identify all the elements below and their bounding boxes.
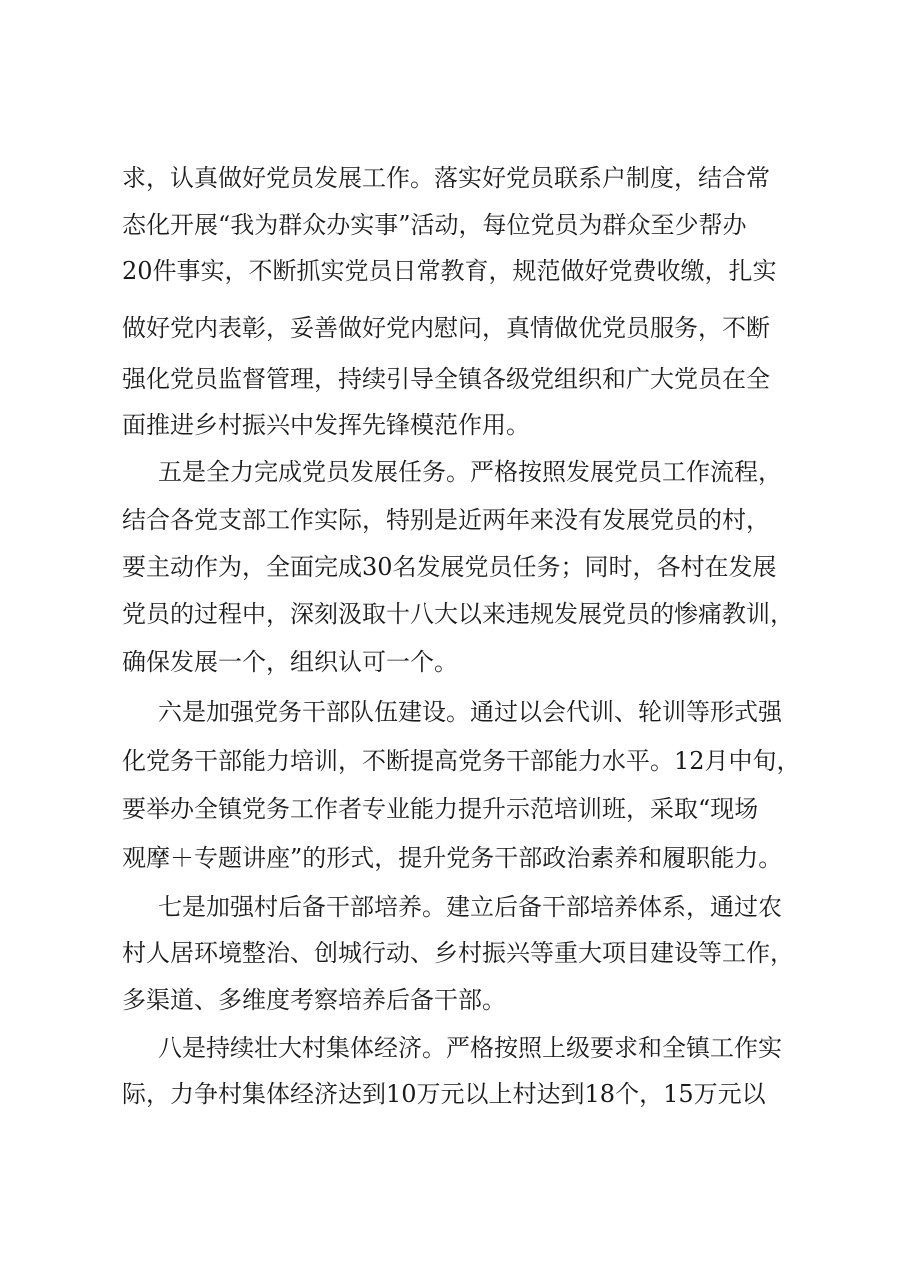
text-line: 要举办全镇党务工作者专业能力提升示范培训班，采取“现场: [122, 795, 759, 823]
text-line: 际，力争村集体经济达到10万元以上村达到18个，15万元以: [122, 1080, 766, 1108]
text-line: 要主动作为，全面完成30名发展党员任务；同时，各村在发展: [122, 553, 777, 581]
text-line: 党员的过程中，深刻汲取十八大以来违规发展党员的惨痛教训，: [122, 600, 794, 628]
text-line: 多渠道、多维度考察培养后备干部。: [122, 986, 506, 1014]
paragraph-heading-line: 五是全力完成党员发展任务。严格按照发展党员工作流程，: [158, 458, 782, 486]
paragraph-heading-line: 七是加强村后备干部培养。建立后备干部培养体系，通过农: [158, 893, 782, 921]
text-line: 村人居环境整治、创城行动、乡村振兴等重大项目建设等工作，: [122, 939, 794, 967]
text-line: 强化党员监督管理，持续引导全镇各级党组织和广大党员在全: [122, 365, 770, 393]
text-line: 态化开展“我为群众办实事”活动，每位党员为群众至少帮办: [122, 211, 747, 239]
text-line: 求，认真做好党员发展工作。落实好党员联系户制度，结合常: [122, 164, 770, 192]
text-line: 面推进乡村振兴中发挥先锋模范作用。: [122, 411, 530, 439]
text-line: 化党务干部能力培训，不断提高党务干部能力水平。12月中旬，: [122, 747, 801, 775]
paragraph-heading-line: 六是加强党务干部队伍建设。通过以会代训、轮训等形式强: [158, 698, 782, 726]
text-line: 做好党内表彰，妥善做好党内慰问，真情做优党员服务，不断: [122, 314, 770, 342]
text-line: 确保发展一个，组织认可一个。: [122, 648, 458, 676]
paragraph-heading-line: 八是持续壮大村集体经济。严格按照上级要求和全镇工作实: [158, 1034, 782, 1062]
text-line: 结合各党支部工作实际，特别是近两年来没有发展党员的村，: [122, 506, 770, 534]
text-line: 20件事实，不断抓实党员日常教育，规范做好党费收缴，扎实: [122, 257, 777, 285]
text-line: 观摩＋专题讲座”的形式，提升党务干部政治素养和履职能力。: [122, 844, 783, 872]
